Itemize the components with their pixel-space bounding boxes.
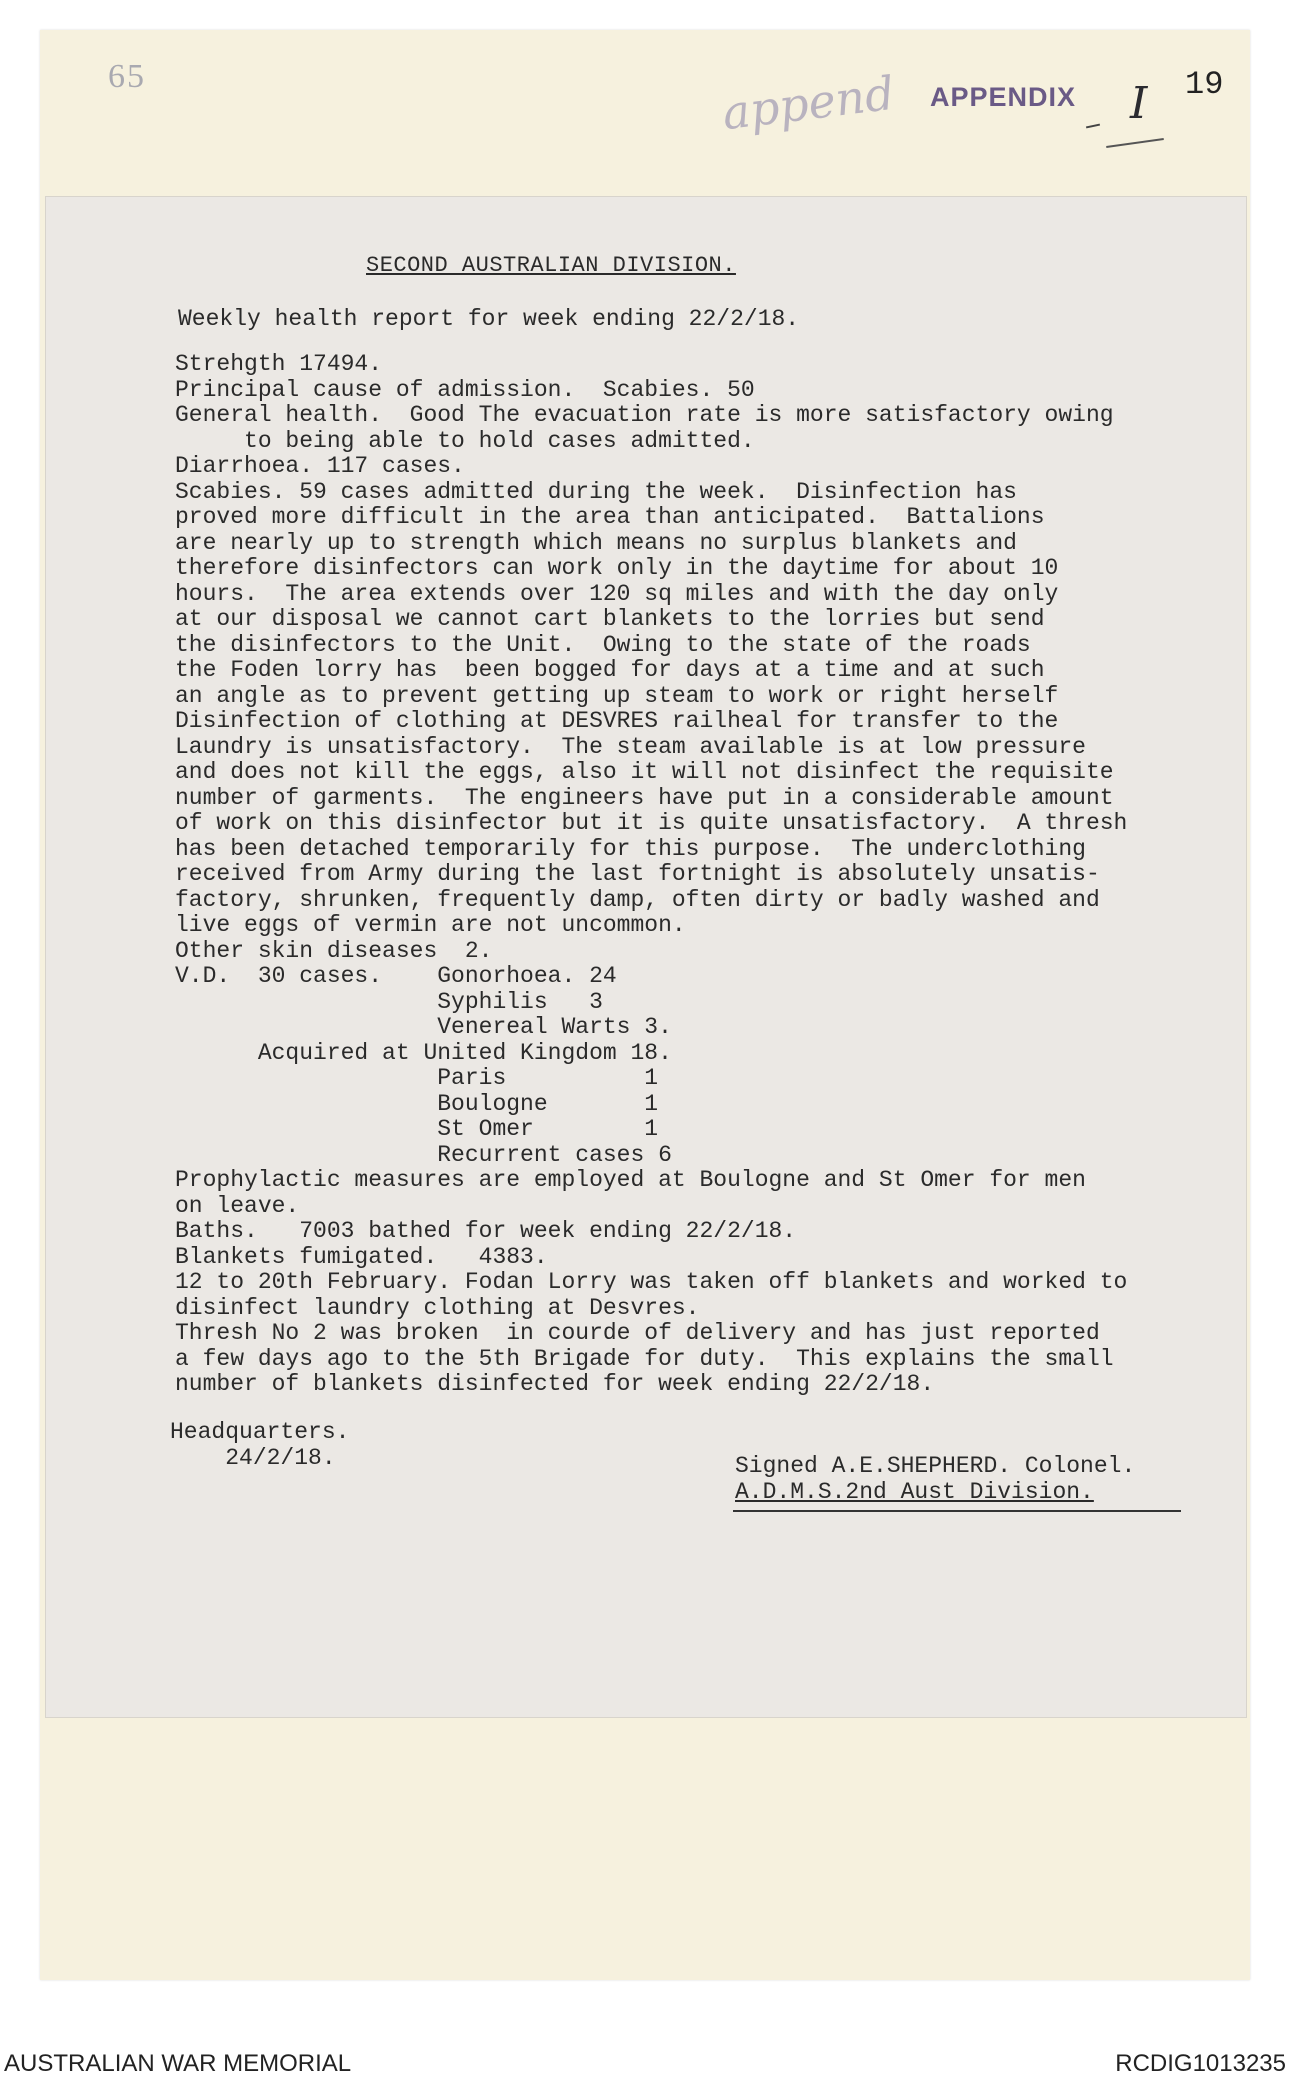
report-line: the disinfectors to the Unit. Owing to the state of the roads (175, 631, 1031, 658)
signature-block (735, 1454, 1135, 1505)
report-line: Disinfection of clothing at DESVRES railheal for transfer to the (175, 708, 1059, 734)
report-line: Syphilis 3 (175, 988, 603, 1015)
handwritten-append: append (719, 65, 898, 141)
report-line: to being able to hold cases admitted. (175, 427, 755, 454)
report-line: Strehgth 17494. (175, 351, 383, 377)
report-line: at our disposal we cannot cart blankets to the lorries but send (175, 606, 1045, 632)
report-line: on leave. (175, 1192, 300, 1219)
report-line: Thresh No 2 was broken in courde of delivery and has just reported (175, 1320, 1100, 1346)
report-line: Paris 1 (175, 1065, 659, 1091)
report-line: proved more difficult in the area than anticipated. Battalions (175, 504, 1045, 530)
report-line: number of garments. The engineers have put in a considerable amount (175, 784, 1114, 811)
report-line: number of blankets disinfected for week ending 22/2/18. (175, 1371, 935, 1397)
signature-rule (733, 1510, 1181, 1512)
report-line: therefore disinfectors can work only in the daytime for about 10 (175, 555, 1059, 581)
report-date: 24/2/18. (170, 1444, 336, 1471)
report-origin (170, 1420, 349, 1471)
report-line: received from Army during the last fortnight is absolutely unsatis- (175, 861, 1100, 887)
appendix-numeral: I (1130, 78, 1148, 129)
report-line: live eggs of vermin are not uncommon. (175, 912, 686, 938)
report-line: Blankets fumigated. 4383. (175, 1243, 548, 1270)
page-number: 19 (1185, 66, 1224, 103)
report-line: Recurrent cases 6 (175, 1141, 672, 1168)
report-line: Boulogne 1 (175, 1090, 659, 1117)
report-line: disinfect laundry clothing at Desvres. (175, 1294, 700, 1321)
report-line: factory, shrunken, frequently damp, often dirty or badly washed and (175, 886, 1100, 913)
report-line: Principal cause of admission. Scabies. 50 (175, 376, 755, 403)
folio-number: 65 (108, 58, 146, 95)
report-line: Baths. 7003 bathed for week ending 22/2/18. (175, 1218, 797, 1244)
report-line: Prophylactic measures are employed at Boulogne and St Omer for men (175, 1167, 1086, 1193)
signature-name: Signed A.E.SHEPHERD. Colonel. (735, 1453, 1136, 1479)
report-line: St Omer 1 (175, 1116, 659, 1142)
report-line: V.D. 30 cases. Gonorhoea. 24 (175, 963, 617, 989)
report-line: Other skin diseases 2. (175, 937, 493, 964)
report-line: Scabies. 59 cases admitted during the week. Disinfection has (175, 478, 1017, 505)
report-body (175, 352, 1127, 1398)
report-line: 12 to 20th February. Fodan Lorry was taken off blankets and worked to (175, 1269, 1128, 1295)
report-line: are nearly up to strength which means no surplus blankets and (175, 529, 1017, 556)
appendix-stamp: APPENDIX (930, 82, 1077, 112)
report-line: Laundry is unsatisfactory. The steam available is at low pressure (175, 733, 1086, 760)
report-line: General health. Good The evacuation rate is more satisfactory owing (175, 402, 1114, 428)
document-title: SECOND AUSTRALIAN DIVISION. (366, 253, 736, 278)
report-line: and does not kill the eggs, also it will not disinfect the requisite (175, 759, 1114, 785)
report-line: the Foden lorry has been bogged for days at a time and at such (175, 657, 1045, 683)
report-line: a few days ago to the 5th Brigade for duty. This explains the small (175, 1345, 1114, 1372)
report-line: Diarrhoea. 117 cases. (175, 453, 465, 479)
report-line: hours. The area extends over 120 sq miles and with the day only (175, 580, 1059, 607)
report-line: has been detached temporarily for this purpose. The underclothing (175, 835, 1086, 862)
report-line: Venereal Warts 3. (175, 1014, 672, 1040)
report-intro: Weekly health report for week ending 22/2/18. (178, 306, 800, 332)
location: Headquarters. (170, 1419, 350, 1445)
footer-reference: RCDIG1013235 (1115, 2050, 1286, 2077)
signature-title: A.D.M.S.2nd Aust Division. (735, 1478, 1094, 1505)
footer-institution: AUSTRALIAN WAR MEMORIAL (4, 2050, 352, 2077)
report-line: of work on this disinfector but it is quite unsatisfactory. A thresh (175, 810, 1128, 836)
report-line: Acquired at United Kingdom 18. (175, 1039, 672, 1066)
report-line: an angle as to prevent getting up steam to work or right herself (175, 682, 1059, 709)
